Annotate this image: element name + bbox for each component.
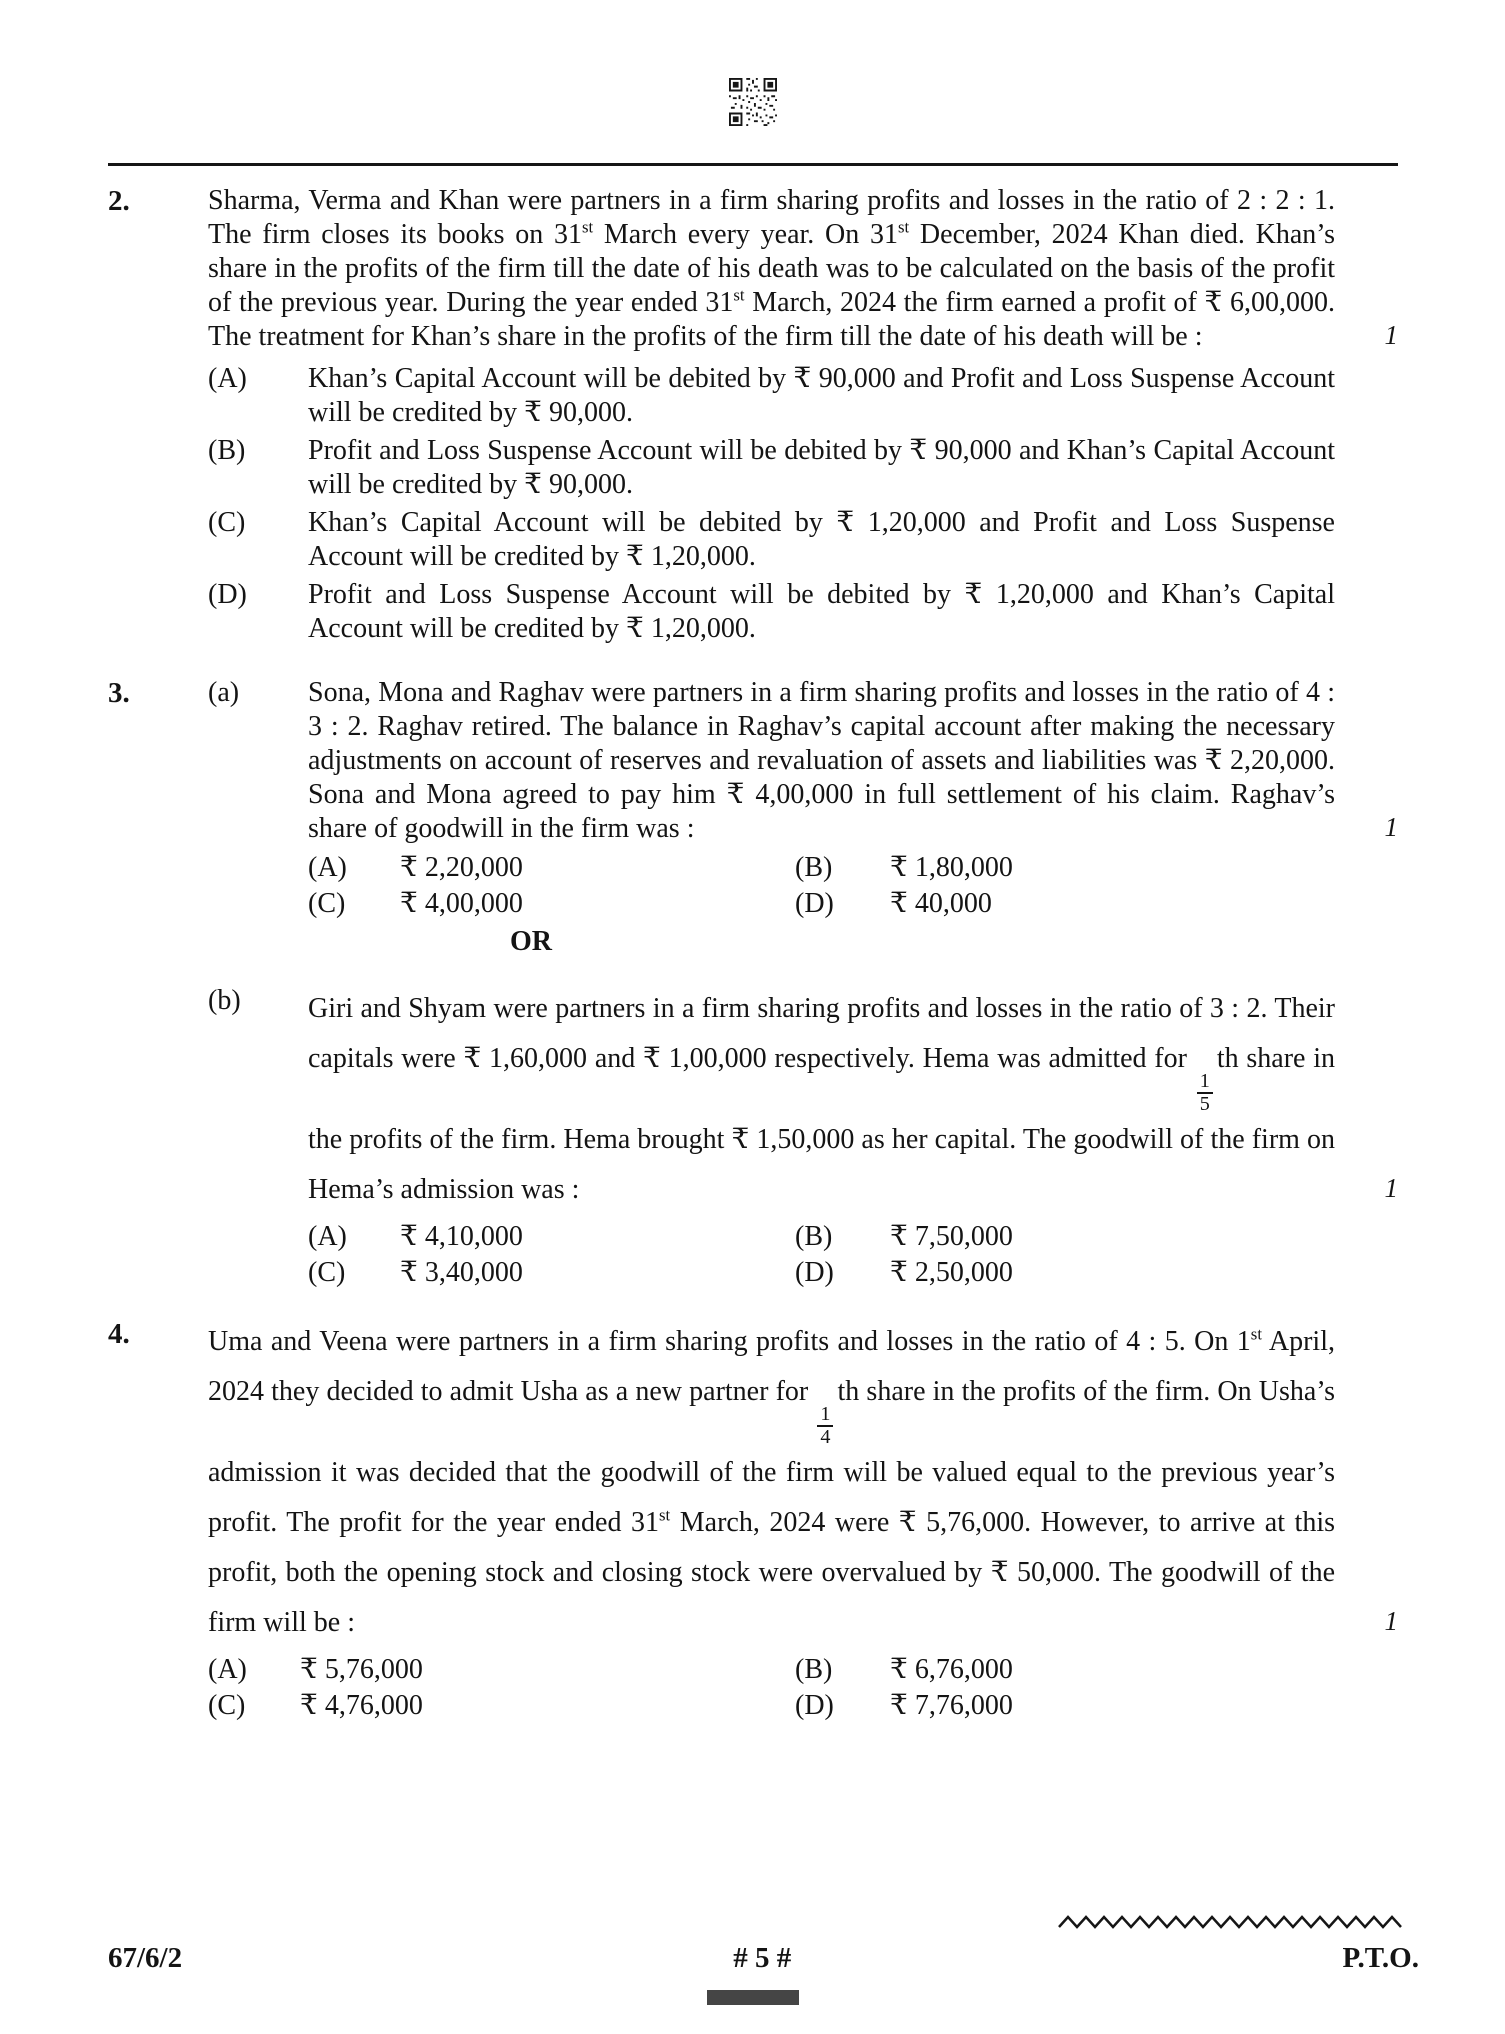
- question-number: 3.: [108, 677, 130, 709]
- question-number: 4.: [108, 1317, 130, 1350]
- option-label: (D): [208, 579, 247, 610]
- question-3a: [208, 676, 1398, 960]
- option-text: Khan’s Capital Account will be debited by ₹ 1,20,000 and Profit and Loss Suspense Account will be credited by ₹ 1,20,000.: [308, 507, 1335, 572]
- footer-bar: [707, 1990, 799, 2005]
- option-label: (B): [795, 852, 833, 883]
- marks-value: 1: [1384, 320, 1398, 350]
- option-b: [208, 434, 1398, 502]
- paper-code: 67/6/2: [108, 1942, 183, 1974]
- option-label: (A): [308, 1220, 347, 1252]
- marks-value: 1: [1384, 1605, 1398, 1636]
- options-list: [208, 362, 1398, 646]
- option-text: Profit and Loss Suspense Account will be debited by ₹ 1,20,000 and Khan’s Capital Account will be credited by ₹ 1,20,000.: [308, 579, 1335, 644]
- options-list: [208, 1652, 1398, 1724]
- marks-value: 1: [1384, 1172, 1398, 1203]
- option-text: ₹ 4,00,000: [400, 888, 523, 919]
- question-2: [108, 184, 1398, 650]
- option-text: Profit and Loss Suspense Account will be debited by ₹ 90,000 and Khan’s Capital Account will be credited by ₹ 90,000.: [308, 435, 1335, 500]
- question-4: [108, 1317, 1398, 1724]
- option-text: ₹ 4,10,000: [400, 1220, 523, 1252]
- option-text: ₹ 2,20,000: [400, 852, 523, 883]
- marks-value: 1: [1384, 812, 1398, 842]
- option-label: (B): [795, 1653, 833, 1685]
- options-list: [308, 850, 1398, 922]
- option-label: (A): [208, 363, 247, 394]
- option-label: (A): [208, 1653, 247, 1685]
- or-separator: OR: [510, 926, 552, 957]
- option-text: ₹ 4,76,000: [300, 1689, 423, 1721]
- page-number: # 5 #: [733, 1942, 792, 1974]
- qr-code: [729, 78, 777, 126]
- part-label: (b): [208, 985, 241, 1016]
- option-d: [208, 578, 1398, 646]
- option-text: ₹ 40,000: [890, 888, 992, 919]
- option-label: (C): [208, 1689, 246, 1721]
- option-label: (C): [308, 1256, 346, 1288]
- option-label: (D): [795, 888, 834, 919]
- option-label: (C): [308, 888, 346, 919]
- option-c: [208, 506, 1398, 574]
- option-label: (D): [795, 1256, 834, 1288]
- pto-label: P.T.O.: [1342, 1942, 1419, 1974]
- question-area: [108, 184, 1398, 1750]
- option-label: (B): [795, 1220, 833, 1252]
- option-text: ₹ 5,76,000: [300, 1653, 423, 1685]
- option-text: Khan’s Capital Account will be debited by ₹ 90,000 and Profit and Loss Suspense Account will be credited by ₹ 90,000.: [308, 363, 1335, 428]
- question-number: 2.: [108, 185, 130, 217]
- question-stem: Giri and Shyam were partners in a firm sharing profits and losses in the ratio of 3 : 2. Their capitals were ₹ 1,60,000 and ₹ 1,00,000 respectively. Hema was admitted for $\frac{1}{5}$ th share in the profits of the firm. Hema brought ₹ 1,50,000 as her capital. The goodwill of the firm on Hema’s admission was :: [308, 993, 1335, 1205]
- option-text: ₹ 2,50,000: [890, 1256, 1013, 1288]
- fraction: $\frac{1}{5}$: [1197, 1071, 1213, 1115]
- fraction: $\frac{1}{4}$: [817, 1404, 833, 1448]
- question-3: [108, 676, 1398, 1291]
- option-text: ₹ 6,76,000: [890, 1653, 1013, 1685]
- option-label: (A): [308, 852, 347, 883]
- question-3b: [208, 984, 1398, 1291]
- wavy-line: [1057, 1910, 1417, 1934]
- page-footer: [108, 1942, 1419, 1975]
- option-text: ₹ 7,76,000: [890, 1689, 1013, 1721]
- header-rule: [108, 163, 1398, 166]
- option-label: (D): [795, 1689, 834, 1721]
- question-stem: Uma and Veena were partners in a firm sharing profits and losses in the ratio of 4 : 5. On 1st April, 2024 they decided to admit Usha as a new partner for $\frac{1}{4}$ th share in the profits of the firm. On Usha’s admission it was decided that the goodwill of the firm will be valued equal to the previous year’s profit. The profit for the year ended 31st March, 2024 were ₹ 5,76,000. However, to arrive at this profit, both the opening stock and closing stock were overvalued by ₹ 50,000. The goodwill of the firm will be :: [208, 1324, 1336, 1638]
- option-text: ₹ 7,50,000: [890, 1220, 1013, 1252]
- option-text: ₹ 3,40,000: [400, 1256, 523, 1288]
- option-label: (B): [208, 435, 246, 466]
- part-label: (a): [208, 677, 240, 708]
- option-text: ₹ 1,80,000: [890, 852, 1013, 883]
- question-stem: Sona, Mona and Raghav were partners in a firm sharing profits and losses in the ratio of 4 : 3 : 2. Raghav retired. The balance in Raghav’s capital account after making the necessary adjustments on account of reserves and revaluation of assets and liabilities was ₹ 2,20,000. Sona and Mona agreed to pay him ₹ 4,00,000 in full settlement of his claim. Raghav’s share of goodwill in the firm was :: [308, 677, 1335, 844]
- option-a: [208, 362, 1398, 430]
- question-stem: Sharma, Verma and Khan were partners in a firm sharing profits and losses in the ratio of 2 : 2 : 1. The firm closes its books on 31st March every year. On 31st December, 2024 Khan died. Khan’s share in the profits of the firm till the date of his death was to be calculated on the basis of the profit of the previous year. During the year ended 31st March, 2024 the firm earned a profit of ₹ 6,00,000. The treatment for Khan’s share in the profits of the firm till the date of his death will be :: [208, 185, 1335, 352]
- option-label: (C): [208, 507, 246, 538]
- options-list: [308, 1219, 1398, 1291]
